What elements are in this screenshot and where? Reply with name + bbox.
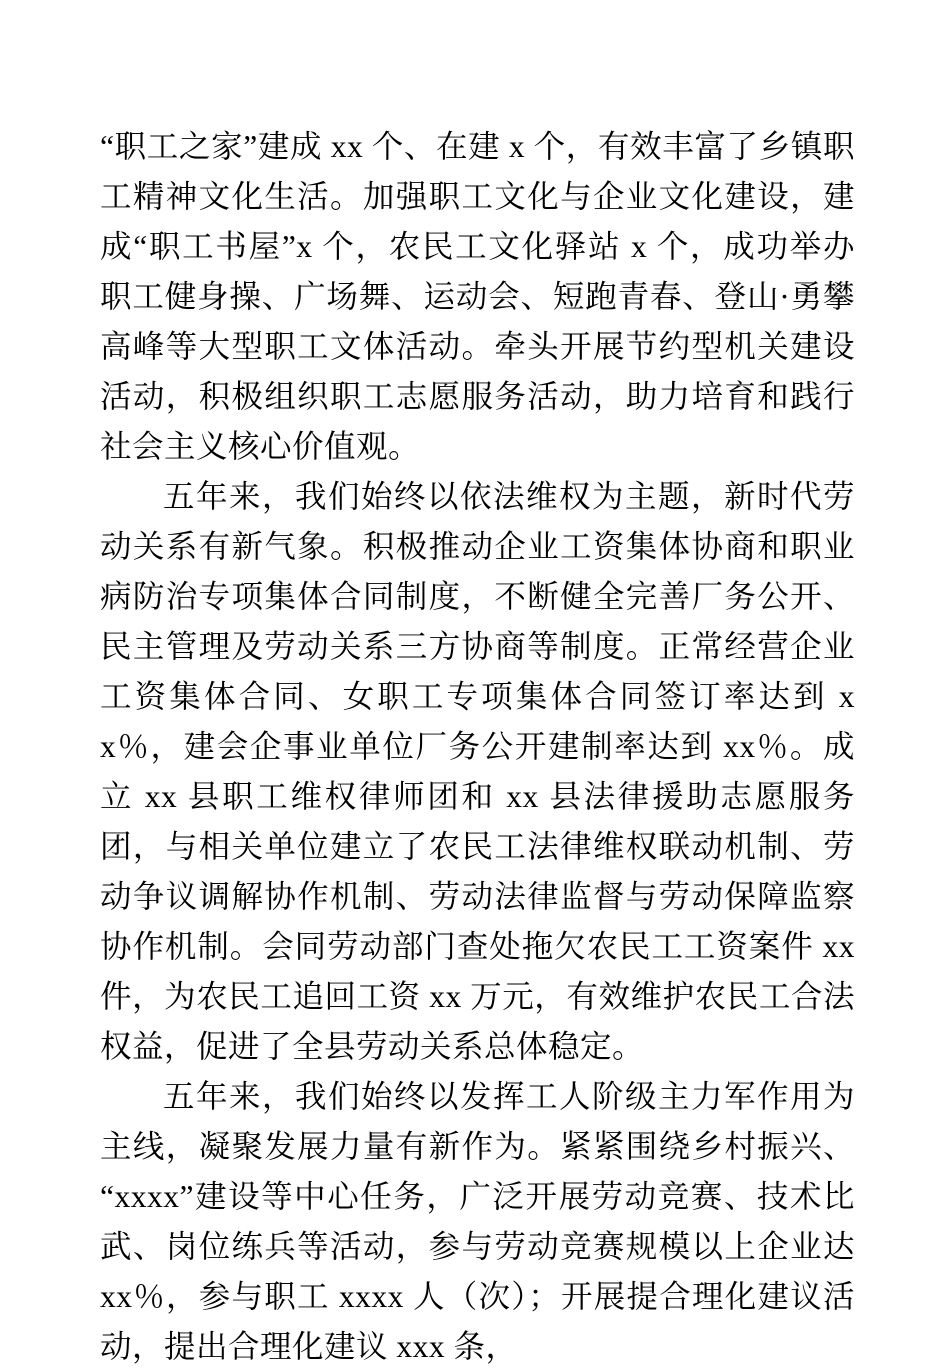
paragraph-legal-rights: 五年来，我们始终以依法维权为主题，新时代劳动关系有新气象。积极推动企业工资集体协商和职业病防治专项集体合同制度，不断健全完善厂务公开、民主管理及劳动关系三方协商等制度。正常经营企业工资集体合同、女职工专项集体合同签订率达到 xx％，建会企事业单位厂务公开建制率达到 xx％。成立 xx 县职工维权律师团和 xx 县法律援助志愿服务团，与相关单位建立了农民工法律维权联动机制、劳动争议调解协作机制、劳动法律监督与劳动保障监察协作机制。会同劳动部门查处拖欠农民工工资案件 xx 件，为农民工追回工资 xx 万元，有效维护农民工合法权益，促进了全县劳动关系总体稳定。: [100, 479, 855, 1064]
document-body-text: [100, 122, 855, 1372]
paragraph-main-force: 五年来，我们始终以发挥工人阶级主力军作用为主线，凝聚发展力量有新作为。紧紧围绕乡村振兴、“xxxx”建设等中心任务，广泛开展劳动竞赛、技术比武、岗位练兵等活动，参与劳动竞赛规模以上企业达 xx％，参与职工 xxxx 人（次）；开展提合理化建议活动，提出合理化建议 xxx 条，: [100, 1079, 855, 1364]
paragraph-continuation: “职工之家”建成 xx 个、在建 x 个，有效丰富了乡镇职工精神文化生活。加强职工文化与企业文化建设，建成“职工书屋”x 个，农民工文化驿站 x 个，成功举办职工健身操、广场舞、运动会、短跑青春、登山·勇攀高峰等大型职工文体活动。牵头开展节约型机关建设活动，积极组织职工志愿服务活动，助力培育和践行社会主义核心价值观。: [100, 129, 855, 464]
